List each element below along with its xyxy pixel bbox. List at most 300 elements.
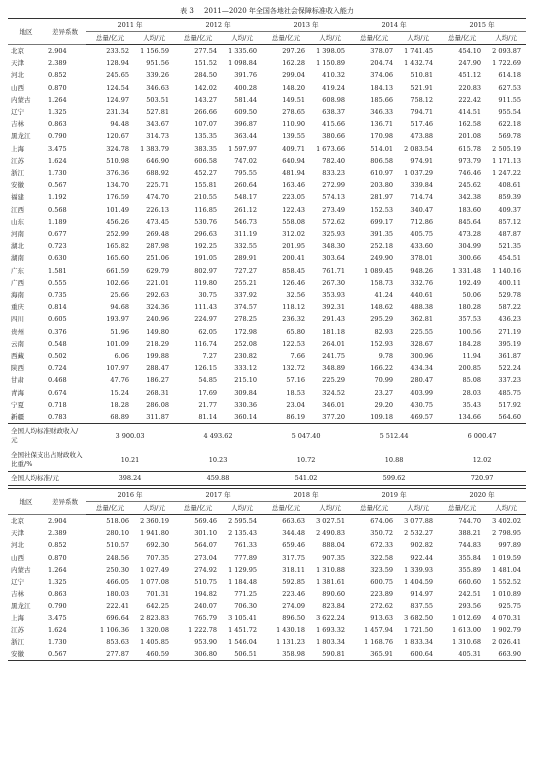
per-capita-cell: 377.20 [310,411,350,424]
region-cell: 黑龙江 [11,132,31,141]
table-row [8,338,526,350]
total-cell: 107.97 [106,364,129,373]
per-capita-cell: 2 505.19 [492,144,522,153]
header-per-capita: 人均/元 [134,502,174,515]
header-total: 总量/亿元 [438,32,486,45]
region-cell: 青海 [11,388,24,397]
total-cell: 510.75 [194,577,218,586]
per-capita-cell: 609.50 [234,108,258,117]
per-capita-cell: 1 129.95 [228,565,258,574]
total-cell: 249.90 [370,254,394,263]
coef-cell: 2.389 [48,529,67,538]
total-cell: 318.11 [282,565,306,574]
total-cell: 454.10 [458,47,482,55]
total-cell: 120.67 [106,132,129,141]
total-cell: 1 613.00 [452,626,482,635]
per-capita-cell: 324.52 [322,388,346,397]
total-cell: 660.60 [458,577,482,586]
total-cell: 109.18 [350,411,398,424]
total-cell: 274.92 [194,565,218,574]
total-cell: 165.82 [106,242,129,251]
table-row [8,313,526,325]
region-cell: 宁夏 [11,400,24,409]
header-per-capita: 人均/元 [310,32,350,45]
per-capita-cell: 225.29 [322,376,346,385]
per-capita-cell: 521.91 [410,83,434,92]
per-capita-cell: 434.34 [410,364,434,373]
total-cell: 346.33 [370,108,394,117]
table-row [8,167,526,179]
total-cell: 376.36 [106,169,129,178]
table-row [8,216,526,228]
total-cell: 184.28 [458,339,482,348]
per-capita-cell: 181.18 [322,327,346,336]
total-cell: 224.97 [194,315,218,324]
per-capita-cell: 3 105.41 [228,614,258,623]
total-cell: 473.28 [458,230,482,239]
per-capita-cell: 572.62 [322,217,346,226]
per-capita-cell: 339.26 [146,71,170,80]
coef-cell: 0.735 [48,291,67,300]
per-capita-cell: 488.38 [410,303,434,312]
total-cell: 640.94 [282,156,306,165]
total-cell: 405.31 [438,648,486,661]
table-row [8,130,526,142]
header-coef: 差异系数 [44,19,86,45]
per-capita-cell: 914.97 [410,589,434,598]
coef-cell: 3.475 [48,614,67,623]
coef-cell: 1.730 [48,638,67,647]
region-cell: 山西 [11,553,24,562]
region-cell: 天津 [11,529,24,538]
total-cell: 119.80 [194,278,218,287]
header-per-capita: 人均/元 [486,502,526,515]
per-capita-cell: 564.60 [486,411,526,424]
table-row [8,576,526,588]
total-cell: 564.07 [194,541,218,550]
total-cell: 284.50 [194,71,218,80]
header-total: 总量/亿元 [350,502,398,515]
total-cell: 82.93 [374,327,394,336]
per-capita-cell: 409.37 [498,205,522,214]
total-cell: 280.10 [106,529,129,538]
total-cell: 122.53 [282,339,306,348]
per-capita-cell: 1 693.32 [316,626,346,635]
per-capita-cell: 777.89 [234,553,258,562]
per-capita-cell: 362.81 [410,315,434,324]
total-cell: 124.54 [106,83,129,92]
per-capita-cell: 629.79 [146,266,170,275]
coef-cell: 0.718 [48,400,67,409]
total-cell: 248.56 [106,553,129,562]
per-capita-cell: 1 481.04 [492,565,522,574]
per-capita-cell: 278.25 [234,315,258,324]
national-pc-label: 全国人均标准/元 [8,472,86,486]
coef-cell: 0.863 [48,120,67,129]
total-cell: 21.77 [198,400,218,409]
per-capita-cell: 2 532.27 [404,529,434,538]
header-year: 2015 年 [438,19,526,32]
social-ratio-label: 全国社保支出占财政收入比重/% [11,450,83,468]
coef-cell: 1.264 [48,565,67,574]
total-cell: 149.51 [282,95,306,104]
region-cell: 山西 [11,83,24,92]
total-cell: 297.26 [282,47,306,55]
per-capita-cell: 485.75 [498,388,522,397]
total-cell: 200.85 [458,364,482,373]
per-capita-cell: 487.87 [498,230,522,239]
table-row [8,155,526,167]
total-cell: 365.91 [350,648,398,661]
total-cell: 200.41 [282,254,306,263]
per-capita-cell: 287.98 [146,242,170,251]
total-cell: 47.76 [110,376,129,385]
total-cell: 913.63 [370,614,394,623]
total-cell: 191.05 [194,254,218,263]
table-row [8,143,526,155]
table-row [8,191,526,203]
per-capita-cell: 395.19 [498,339,522,348]
per-capita-cell: 251.06 [146,254,170,263]
total-cell: 203.80 [370,181,394,190]
per-capita-cell: 771.25 [234,589,258,598]
per-capita-cell: 392.31 [322,303,346,312]
per-capita-cell: 890.60 [322,589,346,598]
total-cell: 15.24 [110,388,129,397]
total-cell: 236.32 [282,315,306,324]
total-cell: 896.50 [282,614,306,623]
per-capita-cell: 1 140.16 [492,266,522,275]
total-cell: 610.97 [370,169,394,178]
per-capita-cell: 1 721.50 [404,626,434,635]
header-per-capita: 人均/元 [310,502,350,515]
total-cell: 569.46 [194,517,218,526]
header-region: 地区 [8,489,44,515]
total-cell: 7.27 [202,352,218,361]
per-capita-cell: 332.76 [410,278,434,287]
per-capita-cell: 337.23 [498,376,522,385]
total-cell: 1 331.48 [452,266,482,275]
per-capita-cell: 2 595.54 [228,517,258,526]
total-cell: 744.70 [458,517,482,526]
per-capita-cell: 240.96 [146,315,170,324]
coef-cell: 0.783 [44,411,86,424]
per-capita-cell: 574.13 [322,193,346,202]
per-capita-cell: 1 722.69 [492,59,522,68]
total-cell: 193.97 [106,315,129,324]
table-row [8,265,526,277]
per-capita-cell: 260.64 [234,181,258,190]
table-row [8,552,526,564]
per-capita-cell: 1 171.13 [492,156,522,165]
per-capita-cell: 337.92 [234,291,258,300]
per-capita-cell: 353.93 [322,291,346,300]
table-row [8,515,526,528]
per-capita-cell: 1 741.45 [404,47,434,55]
coef-cell: 2.904 [48,47,67,55]
total-cell: 23.04 [286,400,306,409]
total-cell: 223.05 [282,193,306,202]
region-cell: 河南 [11,230,24,239]
per-capita-cell: 408.61 [498,181,522,190]
table-row [8,289,526,301]
per-capita-cell: 272.99 [322,181,346,190]
per-capita-cell: 2 490.83 [316,529,346,538]
total-cell: 35.43 [462,400,482,409]
per-capita-cell: 241.75 [322,352,346,361]
per-capita-cell: 400.28 [234,83,258,92]
region-cell: 江苏 [11,626,24,635]
header-per-capita: 人均/元 [222,32,262,45]
total-cell: 661.59 [106,266,129,275]
per-capita-cell: 548.17 [234,193,258,202]
total-cell: 344.48 [282,529,306,538]
total-cell: 1 222.78 [188,626,218,635]
per-capita-cell: 292.63 [146,291,170,300]
per-capita-cell: 267.30 [322,278,346,287]
total-cell: 165.60 [106,254,129,263]
total-cell: 1 430.18 [276,626,306,635]
per-capita-cell: 3 402.02 [492,517,522,526]
total-cell: 223.89 [370,589,394,598]
per-capita-cell: 1 019.59 [492,553,522,562]
header-total: 总量/亿元 [174,502,222,515]
total-cell: 81.14 [174,411,222,424]
total-cell: 102.66 [106,278,129,287]
per-capita-cell: 330.36 [234,400,258,409]
region-cell: 云南 [11,339,24,348]
coef-cell: 0.605 [48,315,67,324]
total-cell: 1 012.69 [452,614,482,623]
region-cell: 陕西 [11,364,24,373]
total-cell: 278.65 [282,108,306,117]
per-capita-cell: 1 150.89 [316,59,346,68]
per-capita-cell: 264.01 [322,339,346,348]
coef-cell: 0.677 [48,230,67,239]
per-capita-cell: 1 941.80 [140,529,170,538]
header-year: 2012 年 [174,19,262,32]
per-capita-cell: 3 622.24 [316,614,346,623]
per-capita-cell: 1 310.88 [316,565,346,574]
total-cell: 295.29 [370,315,394,324]
total-cell: 306.80 [174,648,222,661]
total-cell: 312.02 [282,230,306,239]
per-capita-cell: 1 335.60 [228,47,258,55]
per-capita-cell: 374.57 [234,303,258,312]
coef-cell: 1.581 [48,266,67,275]
total-cell: 242.51 [458,589,482,598]
total-cell: 94.68 [110,303,129,312]
per-capita-cell: 286.08 [146,400,170,409]
total-cell: 304.99 [458,242,482,251]
total-cell: 355.89 [458,565,482,574]
total-cell: 134.70 [106,181,129,190]
per-capita-cell: 469.57 [398,411,438,424]
total-cell: 973.79 [458,156,482,165]
per-capita-cell: 324.36 [146,303,170,312]
total-cell: 1 089.45 [364,266,394,275]
per-capita-cell: 546.73 [234,217,258,226]
total-cell: 391.35 [370,230,394,239]
per-capita-cell: 419.24 [322,83,346,92]
table-2016-2020 [8,488,526,661]
region-cell: 上海 [11,144,24,153]
table-row [8,387,526,399]
per-capita-cell: 225.55 [410,327,434,336]
header-total: 总量/亿元 [350,32,398,45]
region-cell: 江苏 [11,156,24,165]
table-row [8,539,526,551]
total-cell: 116.85 [194,205,218,214]
per-capita-cell: 226.13 [146,205,170,214]
per-capita-cell: 473.45 [146,217,170,226]
table-row [8,648,526,661]
coef-cell: 0.852 [48,541,67,550]
region-cell: 安徽 [8,648,44,661]
national-pc-value: 459.88 [174,472,262,486]
per-capita-cell: 707.35 [146,553,170,562]
region-cell: 福建 [11,193,24,202]
total-cell: 128.94 [106,59,129,68]
region-cell: 上海 [11,614,24,623]
table-row [8,228,526,240]
per-capita-cell: 638.37 [322,108,346,117]
total-cell: 281.97 [370,193,394,202]
per-capita-cell: 261.12 [234,205,258,214]
total-cell: 163.46 [282,181,306,190]
total-cell: 514.01 [370,144,394,153]
total-cell: 118.12 [282,303,306,312]
national-pc-value: 398.24 [86,472,174,486]
national-pc-value: 720.97 [438,472,526,486]
table-2011-2015 [8,18,526,486]
total-cell: 663.63 [282,517,306,526]
total-cell: 659.46 [282,541,306,550]
header-year: 2020 年 [438,489,526,502]
per-capita-cell: 614.18 [498,71,522,80]
per-capita-cell: 339.84 [410,181,434,190]
coef-cell: 0.814 [48,303,67,312]
total-cell: 223.46 [282,589,306,598]
total-cell: 57.16 [286,376,306,385]
coef-cell: 1.325 [48,577,67,586]
coef-cell: 1.325 [48,108,67,117]
per-capita-cell: 348.30 [322,242,346,251]
per-capita-cell: 569.78 [498,132,522,141]
per-capita-cell: 314.73 [146,132,170,141]
per-capita-cell: 221.01 [146,278,170,287]
header-total: 总量/亿元 [86,32,134,45]
table-row [8,600,526,612]
total-cell: 250.30 [106,565,129,574]
per-capita-cell: 503.51 [146,95,170,104]
per-capita-cell: 454.51 [498,254,522,263]
table-title: 2011—2020 年全国各地社会保障标准收入能力 [204,7,354,15]
coef-cell: 1.189 [48,217,67,226]
per-capita-cell: 1 320.08 [140,626,170,635]
per-capita-cell: 405.75 [410,230,434,239]
per-capita-cell: 922.44 [410,553,434,562]
total-cell: 25.66 [110,291,129,300]
per-capita-cell: 727.27 [234,266,258,275]
region-cell: 内蒙古 [11,565,31,574]
per-capita-cell: 400.11 [498,278,522,287]
total-cell: 277.87 [86,648,134,661]
total-cell: 806.58 [370,156,394,165]
total-cell: 388.21 [458,529,482,538]
total-cell: 180.03 [106,589,129,598]
table-label: 表 3 [180,7,194,15]
total-cell: 29.20 [374,400,394,409]
per-capita-cell: 761.33 [234,541,258,550]
total-cell: 18.53 [286,388,306,397]
per-capita-cell: 1 404.59 [404,577,434,586]
coef-cell: 2.389 [48,59,67,68]
per-capita-cell: 642.25 [146,601,170,610]
total-cell: 672.33 [370,541,394,550]
region-cell: 吉林 [11,589,24,598]
table-row [8,82,526,94]
per-capita-cell: 230.82 [234,352,258,361]
per-capita-cell: 761.71 [322,266,346,275]
coef-cell: 1.624 [48,156,67,165]
per-capita-cell: 225.71 [146,181,170,190]
per-capita-cell: 255.21 [234,278,258,287]
total-cell: 166.22 [370,364,394,373]
total-cell: 136.71 [370,120,394,129]
total-cell: 32.56 [286,291,306,300]
total-cell: 853.63 [106,638,129,647]
total-cell: 452.27 [194,169,218,178]
total-cell: 300.66 [458,254,482,263]
per-capita-cell: 1 833.34 [404,638,434,647]
region-cell: 新疆 [8,411,44,424]
table-row [8,588,526,600]
header-year: 2011 年 [86,19,174,32]
std-income-label: 全国人均标准财政收入/元 [8,424,86,448]
region-cell: 河北 [11,71,24,80]
per-capita-cell: 714.74 [410,193,434,202]
per-capita-cell: 218.29 [146,339,170,348]
per-capita-cell: 747.02 [234,156,258,165]
total-cell: 1 106.36 [100,626,129,635]
total-cell: 355.84 [458,553,482,562]
per-capita-cell: 199.88 [146,352,170,361]
per-capita-cell: 758.12 [410,95,434,104]
per-capita-cell: 627.53 [498,83,522,92]
table-row [8,350,526,362]
total-cell: 143.27 [194,95,218,104]
coef-cell: 0.468 [48,376,67,385]
per-capita-cell: 529.78 [498,291,522,300]
total-cell: 65.80 [286,327,306,336]
table-row [8,94,526,106]
total-cell: 744.83 [458,541,482,550]
total-cell: 1 310.68 [452,638,482,647]
per-capita-cell: 951.56 [146,59,170,68]
header-per-capita: 人均/元 [398,502,438,515]
per-capita-cell: 271.19 [498,327,522,336]
total-cell: 746.46 [458,169,482,178]
header-per-capita: 人均/元 [398,32,438,45]
per-capita-cell: 309.84 [234,388,258,397]
total-cell: 134.66 [438,411,486,424]
table-row [8,362,526,374]
table-row [8,326,526,338]
header-total: 总量/亿元 [174,32,222,45]
header-year: 2014 年 [350,19,438,32]
per-capita-cell: 506.51 [222,648,262,661]
